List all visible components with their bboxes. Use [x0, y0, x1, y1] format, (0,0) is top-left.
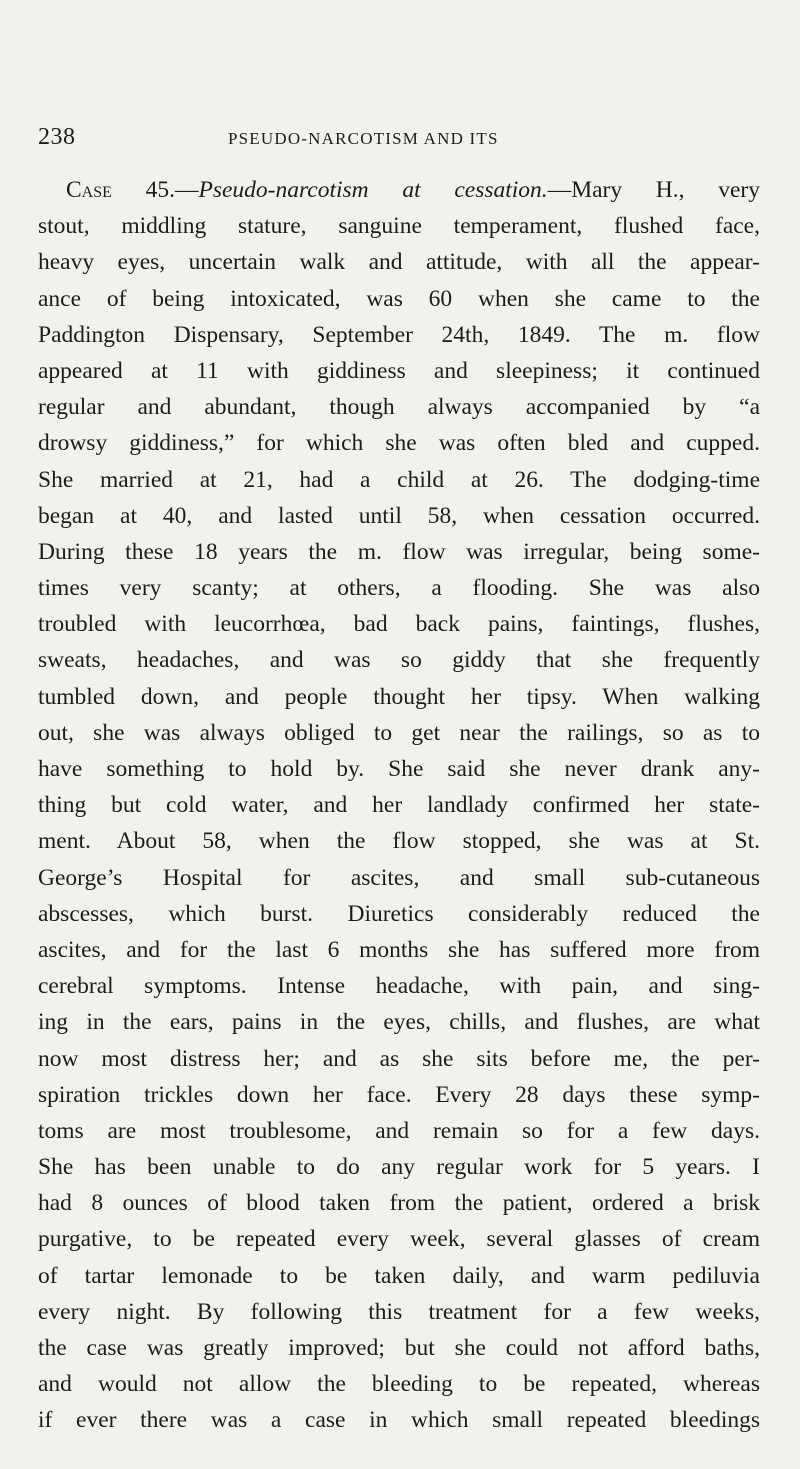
text-line: thing but cold water, and her landlady confirmed her state- [38, 792, 760, 819]
text-line: had 8 ounces of blood taken from the patient, ordered a brisk [38, 1190, 760, 1217]
text-line: ing in the ears, pains in the eyes, chills, and flushes, are what [38, 1009, 760, 1036]
running-head [38, 124, 758, 154]
text-line: sweats, headaches, and was so giddy that she frequently [38, 647, 760, 674]
text-line: During these 18 years the m. flow was irregular, being some- [38, 538, 760, 565]
running-title: PSEUDO-NARCOTISM AND ITS [228, 129, 499, 148]
text-line: spiration trickles down her face. Every 28 days these symp- [38, 1081, 760, 1108]
text-line: now most distress her; and as she sits before me, the per- [38, 1045, 760, 1072]
text-line: ment. About 58, when the flow stopped, she was at St. [38, 828, 760, 855]
text-line: toms are most troublesome, and remain so for a few days. [38, 1117, 760, 1144]
text-line: Paddington Dispensary, September 24th, 1849. The m. flow [38, 321, 760, 348]
text-line: of tartar lemonade to be taken daily, and warm pediluvia [38, 1262, 760, 1289]
text-line: purgative, to be repeated every week, several glasses of cream [38, 1226, 760, 1253]
page-number: 238 [38, 124, 76, 150]
text-line: have something to hold by. She said she never drank any- [38, 756, 760, 782]
text-line: stout, middling stature, sanguine temperament, flushed face, [38, 213, 760, 240]
text-line: began at 40, and lasted until 58, when cessation occurred. [38, 502, 760, 529]
text-line: troubled with leucorrhœa, bad back pains, faintings, flushes, [38, 611, 760, 638]
case-heading-line [38, 172, 760, 208]
text-line: She has been unable to do any regular work for 5 years. I [38, 1154, 760, 1181]
text-line: abscesses, which burst. Diuretics considerably reduced the [38, 900, 760, 927]
text-line: George’s Hospital for ascites, and small sub-cutaneous [38, 864, 760, 891]
text-line: every night. By following this treatment for a few weeks, [38, 1298, 760, 1325]
text-line: cerebral symptoms. Intense headache, with pain, and sing- [38, 973, 760, 1000]
case-dash: — [175, 177, 199, 203]
text-line: heavy eyes, uncertain walk and attitude, with all the appear- [38, 249, 760, 276]
text-line: ascites, and for the last 6 months she has suffered more from [38, 936, 760, 963]
text-line: if ever there was a case in which small repeated bleedings [38, 1407, 760, 1434]
text-line: the case was greatly improved; but she could not afford baths, [38, 1335, 760, 1361]
text-line: regular and abundant, though always accompanied by “a [38, 394, 760, 421]
text-line: appeared at 11 with giddiness and sleepiness; it continued [38, 357, 760, 384]
text-line: times very scanty; at others, a flooding. She was also [38, 575, 760, 602]
case-label: Case 45. [66, 177, 175, 203]
text-line: and would not allow the bleeding to be repeated, whereas [38, 1371, 760, 1398]
text-line: drowsy giddiness,” for which she was often bled and cupped. [38, 430, 760, 457]
text-line: tumbled down, and people thought her tipsy. When walking [38, 683, 760, 710]
case-title: Pseudo-narcotism at cessation. [198, 177, 548, 203]
text-line: She married at 21, had a child at 26. The dodging-time [38, 466, 760, 493]
text-line: out, she was always obliged to get near the railings, so as to [38, 719, 760, 746]
body-text [38, 172, 760, 1439]
text-line: ance of being intoxicated, was 60 when she came to the [38, 285, 760, 312]
case-intro: —Mary H., very [547, 177, 760, 203]
